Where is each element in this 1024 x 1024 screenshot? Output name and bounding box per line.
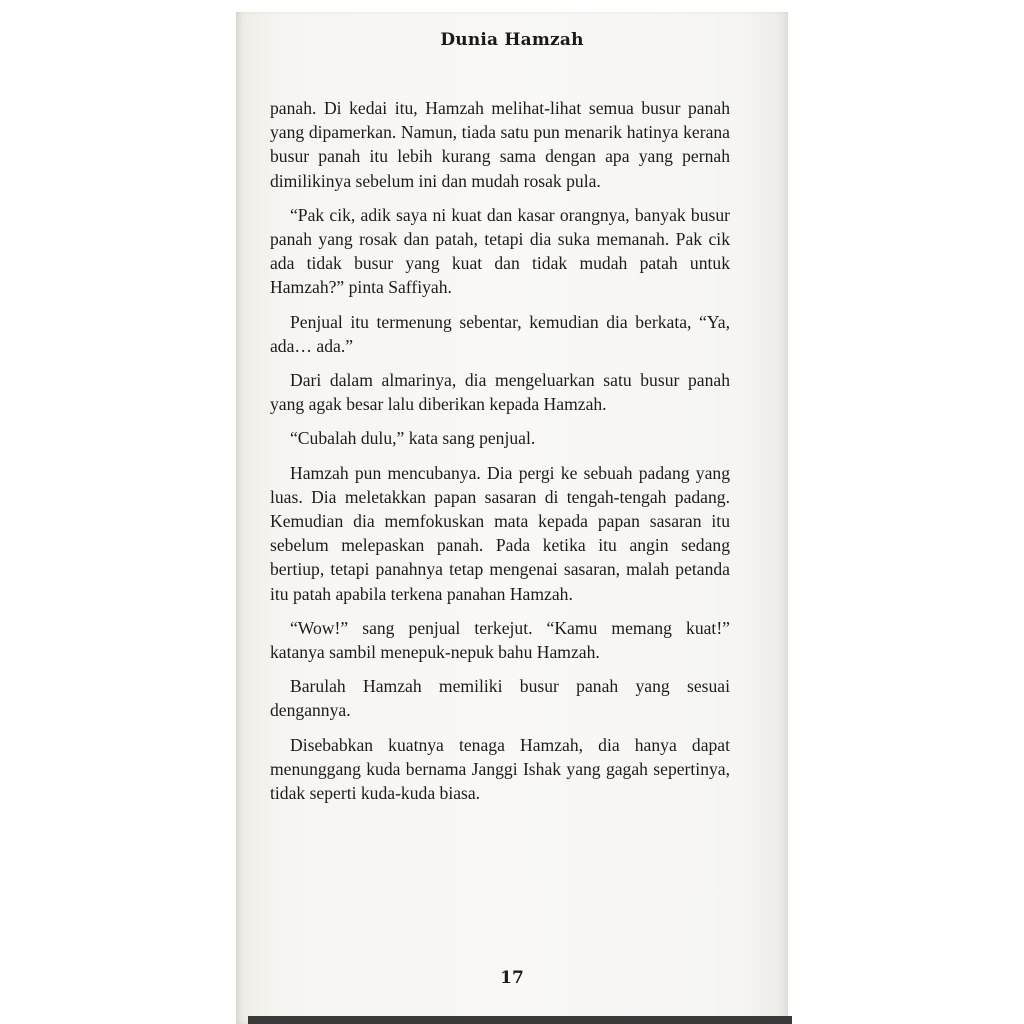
paragraph-1: panah. Di kedai itu, Hamzah melihat-lihat semua busur panah yang dipamerkan. Namun, tiada satu pun menarik hatinya kerana busur panah itu lebih kurang sama dengan apa yang pernah dimilikinya sebelum ini dan mudah rosak pula. [270,98,730,191]
paragraph-4: Dari dalam almarinya, dia mengeluarkan satu busur panah yang agak besar lalu diberikan kepada Hamzah. [270,370,730,415]
running-head: Dunia Hamzah [440,30,584,50]
body-text [270,96,730,815]
paragraph-2: “Pak cik, adik saya ni kuat dan kasar orangnya, banyak busur panah yang rosak dan patah, tetapi dia suka memanah. Pak cik ada tidak busur yang kuat dan tidak mudah patah untuk Hamzah?” pinta Saffiyah. [270,204,730,298]
page-edge-shadow [248,1016,792,1024]
paragraph-8: Barulah Hamzah memiliki busur panah yang sesuai dengannya. [270,676,730,721]
paragraph-7: “Wow!” sang penjual terkejut. “Kamu memang kuat!” katanya sambil menepuk-nepuk bahu Hamzah. [270,617,730,663]
paragraph-5: “Cubalah dulu,” kata sang penjual. [290,428,536,449]
paragraph-9: Disebabkan kuatnya tenaga Hamzah, dia hanya dapat menunggang kuda bernama Janggi Ishak yang gagah sepertinya, tidak seperti kuda-kuda biasa. [270,734,730,804]
page-number: 17 [500,968,524,988]
paragraph-6: Hamzah pun mencubanya. Dia pergi ke sebuah padang yang luas. Dia meletakkan papan sasaran di tengah-tengah padang. Kemudian dia memfokuskan mata kepada papan sasaran itu sebelum melepaskan panah. Pada ketika itu angin sedang bertiup, tetapi panahnya tetap mengenai sasaran, malah petanda itu patah apabila terkena panahan Hamzah. [270,462,730,604]
paragraph-3: Penjual itu termenung sebentar, kemudian dia berkata, “Ya, ada… ada.” [270,311,730,356]
